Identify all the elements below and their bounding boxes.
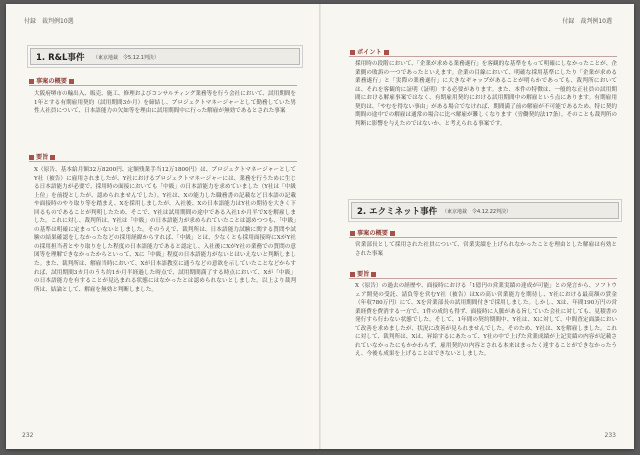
heading-square-icon: [29, 155, 34, 160]
case-2-title-box: [351, 202, 619, 219]
holding-heading-2: 要旨: [348, 269, 378, 278]
heading-square-icon: [29, 79, 34, 84]
heading-square-icon: [390, 231, 395, 236]
summary-text: 大阪府堺市の輸出入、販売、施工、修理およびコンサルティング業務等を行う会社において、試用期間を1年とする有期雇用契約（試用期間3か月）を締結し、プロジェクトマネージャーとして勤務していた男性人社員について、日本語能力の欠如等を理由に試用期間中に行った解雇が無効であるとされた事案: [34, 91, 296, 115]
heading-rule: [29, 85, 297, 86]
summary-heading-2: 事案の概要: [348, 228, 397, 237]
heading-rule: [349, 278, 617, 279]
heading-square-icon: [350, 50, 355, 55]
point-text: 採用時の段階において、「企業が求める業務遂行」を客観的な基準をもって明確にしなかったことが、企業側の敗訴の一つであったといえます。企業の目線において、明確な採用基準にしたり「企業が求める業務遂行」と「実際の業務遂行」に大きなギャップがあることが明らかであっても、裁判所においては、それを客観的に証明（証明）する必要があります。また、本件の特徴は、一般的な正社員の試用期間における解雇事案ではなく、有期雇用契約における試用期間中の解雇という点にあります。有期雇用契約は、「やむを得ない事由」がある場合でなければ、期間満了前の解雇が不可能であるため、特に契約期間の途中での解雇は通常の場合に比べ解雇が難しくなります（労働契約法17条）。そのことも裁判所の判断に影響を与えたのではないか、と考えられる事案です。: [355, 61, 617, 127]
heading-square-icon: [350, 272, 355, 277]
summary-heading: 事案の概要: [27, 76, 76, 85]
page-number-left: 232: [22, 432, 34, 439]
book-spread: [6, 4, 634, 449]
summary-text-2: 営業部長として採用された社員について、営業実績を上げられなかったことを理由とした解雇は有効とされた事案: [355, 242, 617, 257]
heading-square-icon: [69, 79, 74, 84]
running-header-right: 付録 裁判例10選: [562, 18, 612, 25]
heading-rule: [29, 161, 297, 162]
running-header-left: 付録 裁判例10選: [24, 18, 74, 25]
case-2-title: 2. エクミネット事件: [357, 207, 438, 217]
heading-rule: [349, 237, 617, 238]
case-1-title-box: [30, 48, 300, 65]
holding-text: X（原告、基本給月額32万8200円、定額残業手当12万1800円）は、プロジェクトマネージャーとしてY社（被告）に雇用されましたが、Y社におけるプロジェクトマネージャーには、業務を行うために生じる日本語能力が必要で、採用時の面接においても「中級」の日本語能力を求めていました（Y社は「中級上位」を前提としたが、認められませんでした）。Y社は、Xの能力した職務書の記載など日本語の記載や面接時のやり取り等を踏まえ、Xを採用しましたが、入社後、Xの日本語能力はY社の期待を大きく下回るものであることが判明したため、そこで、Y社は試用期間の途中である入社1か月半でXを解雇しました。これに対し、裁判所は、Y社は「中級」の日本語能力が求められていたことは認めつつも、「中級」の基準は明確に定まっていないとしました。そのうえで、裁判所は、日本語能力試験に関する質問や試験の結果確認をしなかったなどの採用経緯からすれば、「中級」とは、少なくとも採用面接時にXがY社の採用担当者とやり取りをした程度の日本語能力であると認定し、入社後にXがY社の業務での質問の意図等を理解できなかったからといって、Xに「中級」程度の日本語能力がないとはいえないと判断しました。また、裁判所は、解雇当時において、Xが日本語教室に通うなどの意欲を示していたことなどからすれば、試用期間3カ月のうち約1か月半経過した時点で、試用期間満了する時点において、Xが「中級」の日本語能力を有することが見込まれる状態にはなかったとは認められないとしました。以上より裁判所は、結論として、解雇を無効と判断しました。: [34, 167, 296, 293]
case-1-court-date: （東京地裁 令5.12.1判決）: [93, 55, 159, 61]
holding-heading: 要旨: [27, 152, 57, 161]
heading-square-icon: [350, 231, 355, 236]
heading-rule: [349, 56, 617, 57]
holding-text-2: X（原告）の過去の経歴や、面接時における「1億円の営業実績の達成が可能」との発言から、ソフトウェア開発の受託、請負等を営むY社（被告）はXの高い営業能力を期待し、Y社における最高額の賃金（年収780万円）にて、Xを営業部長の試用期間付きで採用しました。しかし、Xは、年間190万円の営業経費を費消する一方で、1件の成約も得ず、面接時に人脈がある旨していた会社に対しても、見積書の発行すら行わない状態でした。そして、1年間の契約期間中、Y社は、Xに対して、中間査定面談において改善を求めましたが、状況に改善が見られませんでした。そのため、Y社は、Xを解雇しました。これに対して、裁判所は、Xは、昇給するにあたって、Y社の中で上げた営業成績が上記実績の内容が記載されていなかったにもかかわらず、雇用契約の内容とされる本来はまったく達することができなかったうえ、今後も成果を上げることはできないとしました。: [355, 283, 617, 358]
heading-square-icon: [50, 155, 55, 160]
point-heading: ポイント: [348, 47, 391, 56]
case-1-title: 1. R&L事件: [36, 53, 85, 63]
page-number-right: 233: [604, 432, 616, 439]
right-page: [321, 4, 634, 449]
heading-square-icon: [384, 50, 389, 55]
heading-square-icon: [371, 272, 376, 277]
case-2-court-date: （東京地裁 令4.12.22判決）: [442, 209, 512, 215]
left-page: [6, 4, 319, 449]
